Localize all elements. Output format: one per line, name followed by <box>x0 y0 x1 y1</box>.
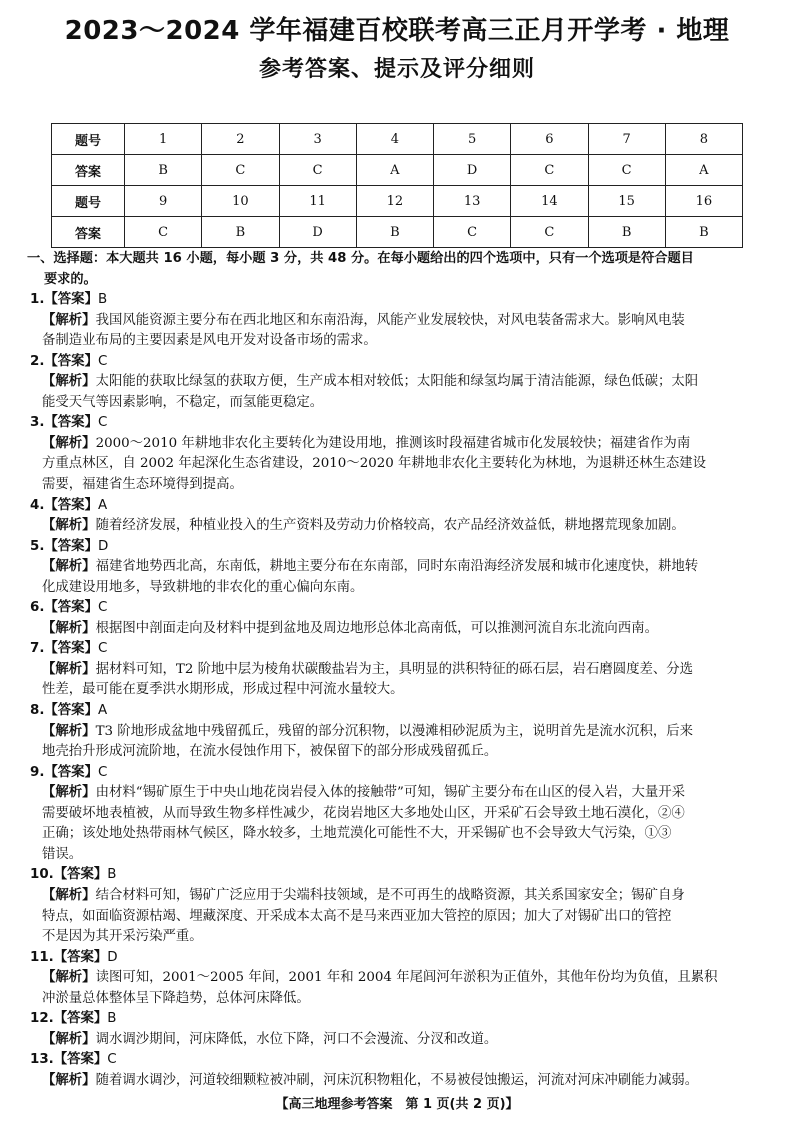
analysis-text: 性差，最可能在夏季洪水期形成，形成过程中河流水量较大。 <box>42 682 404 698</box>
analysis-label: 【解析】 <box>42 970 96 986</box>
page-footer: 【高三地理参考答案 第 1 页(共 2 页)】 <box>275 1097 519 1112</box>
answer-value: B <box>97 292 108 308</box>
analysis-label: 【解析】 <box>42 559 96 575</box>
cell-question-number: 4 <box>356 124 433 155</box>
table-row-answers-2 <box>52 217 743 248</box>
explanation-item <box>30 865 768 947</box>
answer-value: C <box>97 641 108 657</box>
cell-answer: B <box>588 217 665 248</box>
table-row-answers-1 <box>52 155 743 186</box>
analysis-line <box>30 619 768 640</box>
answer-line <box>30 496 768 517</box>
answer-line <box>30 639 768 660</box>
explanation-item <box>30 598 768 639</box>
answer-line <box>30 598 768 619</box>
question-number: 9. <box>30 764 45 780</box>
explanation-list <box>30 290 768 1091</box>
analysis-line <box>30 907 768 928</box>
answer-line <box>30 701 768 722</box>
question-number: 4. <box>30 497 45 513</box>
table-row-question-numbers-2 <box>52 186 743 217</box>
analysis-label: 【解析】 <box>42 374 96 390</box>
question-number: 7. <box>30 641 45 657</box>
analysis-line <box>30 989 768 1010</box>
answer-line <box>30 1009 768 1030</box>
explanation-item <box>30 290 768 352</box>
question-number: 6. <box>30 600 45 616</box>
answer-value: D <box>97 538 109 554</box>
question-number: 11. <box>30 949 54 965</box>
answer-label: 【答案】 <box>53 867 108 883</box>
row-label-question: 题号 <box>52 124 125 155</box>
cell-answer: C <box>511 155 588 186</box>
row-label-answer: 答案 <box>52 155 125 186</box>
cell-answer: B <box>665 217 742 248</box>
answer-explanations <box>27 249 768 1091</box>
question-number: 13. <box>30 1052 54 1068</box>
explanation-item <box>30 352 768 414</box>
answer-value: B <box>107 867 117 883</box>
analysis-line <box>30 557 768 578</box>
analysis-line <box>30 680 768 701</box>
page-subtitle: 参考答案、提示及评分细则 <box>258 57 535 82</box>
answer-label: 【答案】 <box>44 292 98 308</box>
analysis-text: 调水调沙期间，河床降低，水位下降，河口不会漫流、分汊和改道。 <box>95 1031 498 1047</box>
cell-question-number: 9 <box>125 186 202 217</box>
answer-label: 【答案】 <box>44 600 98 616</box>
analysis-line <box>30 578 768 599</box>
analysis-text: 冲淤量总体整体呈下降趋势，总体河床降低。 <box>42 990 310 1006</box>
answer-line <box>30 948 768 969</box>
answer-label: 【答案】 <box>44 497 98 513</box>
cell-answer: B <box>125 155 202 186</box>
analysis-text: 随着经济发展，种植业投入的生产资料及劳动力价格较高，农产品经济效益低，耕地撂荒现象加剧。 <box>95 518 685 534</box>
analysis-line <box>30 1030 768 1051</box>
cell-question-number: 14 <box>511 186 588 217</box>
analysis-line <box>30 660 768 681</box>
analysis-text: 特点，如面临资源枯竭、埋藏深度、开采成本太高不是马来西亚加大管控的原因；加大了对锡矿出口的管控 <box>42 908 672 924</box>
analysis-label: 【解析】 <box>42 661 96 677</box>
cell-question-number: 12 <box>356 186 433 217</box>
cell-question-number: 1 <box>125 124 202 155</box>
cell-answer: B <box>202 217 279 248</box>
cell-answer: C <box>511 217 588 248</box>
analysis-text: 根据图中剖面走向及材料中提到盆地及周边地形总体北高南低，可以推测河流自东北流向西南。 <box>95 620 658 636</box>
cell-answer: B <box>356 217 433 248</box>
cell-question-number: 5 <box>434 124 511 155</box>
answer-value: D <box>107 949 118 965</box>
row-label-question: 题号 <box>52 186 125 217</box>
analysis-line <box>30 1071 768 1092</box>
cell-answer: C <box>125 217 202 248</box>
analysis-text: 化成建设用地多，导致耕地的非农化的重心偏向东南。 <box>42 579 364 595</box>
explanation-item <box>30 537 768 599</box>
answer-label: 【答案】 <box>44 641 98 657</box>
answer-line <box>30 537 768 558</box>
question-number: 5. <box>30 538 45 554</box>
explanation-item <box>30 763 768 866</box>
cell-answer: C <box>202 155 279 186</box>
analysis-text: 备制造业布局的主要因素是风电开发对设备市场的需求。 <box>42 333 377 349</box>
cell-answer: D <box>279 217 356 248</box>
answer-line <box>30 413 768 434</box>
analysis-line <box>30 886 768 907</box>
answer-label: 【答案】 <box>44 764 98 780</box>
analysis-line <box>30 783 768 804</box>
section-heading-continued: 要求的。 <box>44 271 97 287</box>
analysis-label: 【解析】 <box>42 620 96 636</box>
analysis-text: 正确；该处地处热带雨林气候区，降水较多，土地荒漠化可能性不大，开采锡矿也不会导致大气污染，①③ <box>42 826 672 842</box>
question-number: 3. <box>30 415 45 431</box>
analysis-text: 读图可知，2001～2005 年间，2001 年和 2004 年尾闾河年淤积为正值外，其他年份均为负值，且累积 <box>95 970 718 986</box>
answer-value: C <box>97 415 108 431</box>
analysis-text: 随着调水调沙，河道较细颗粒被冲刷，河床沉积物粗化，不易被侵蚀搬运，河流对河床冲刷能力减弱。 <box>95 1072 699 1088</box>
answer-value: C <box>97 353 108 369</box>
explanation-item <box>30 701 768 763</box>
analysis-line <box>30 454 768 475</box>
cell-question-number: 11 <box>279 186 356 217</box>
answer-value: B <box>107 1011 117 1027</box>
answer-label: 【答案】 <box>44 415 98 431</box>
analysis-line <box>30 311 768 332</box>
analysis-label: 【解析】 <box>42 723 96 739</box>
analysis-line <box>30 968 768 989</box>
cell-question-number: 2 <box>202 124 279 155</box>
answer-label: 【答案】 <box>53 1052 108 1068</box>
explanation-item <box>30 948 768 1010</box>
analysis-line <box>30 722 768 743</box>
analysis-line <box>30 475 768 496</box>
analysis-text: 我国风能资源主要分布在西北地区和东南沿海，风能产业发展较快，对风电装备需求大。影响风电装 <box>95 312 685 328</box>
answer-key-table <box>51 123 743 248</box>
analysis-line <box>30 434 768 455</box>
analysis-line <box>30 804 768 825</box>
analysis-text: 太阳能的获取比绿氢的获取方便，生产成本相对较低；太阳能和绿氢均属于清洁能源，绿色低碳；太阳 <box>95 374 699 390</box>
analysis-text: 结合材料可知，锡矿广泛应用于尖端科技领域，是不可再生的战略资源，其关系国家安全；锡矿自身 <box>95 887 685 903</box>
analysis-text: 据材料可知，T2 阶地中层为棱角状碳酸盐岩为主，具明显的洪积特征的砾石层，岩石磨圆度差、分选 <box>95 661 694 677</box>
analysis-text: 福建省地势西北高，东南低，耕地主要分布在东南部，同时东南沿海经济发展和城市化速度快，耕地转 <box>95 559 699 575</box>
cell-question-number: 10 <box>202 186 279 217</box>
analysis-label: 【解析】 <box>42 312 96 328</box>
analysis-line <box>30 742 768 763</box>
analysis-label: 【解析】 <box>42 785 96 801</box>
explanation-item <box>30 496 768 537</box>
answer-line <box>30 290 768 311</box>
cell-answer: A <box>665 155 742 186</box>
answer-label: 【答案】 <box>44 538 98 554</box>
answer-label: 【答案】 <box>53 1011 108 1027</box>
analysis-text: 能受天气等因素影响，不稳定，而氢能更稳定。 <box>42 394 324 410</box>
analysis-text: 需要破坏地表植被，从而导致生物多样性减少，花岗岩地区大多地处山区，开采矿石会导致土地石漠化，②④ <box>42 805 685 821</box>
cell-answer: C <box>434 217 511 248</box>
analysis-line <box>30 331 768 352</box>
page-title: 2023～2024 学年福建百校联考高三正月开学考 · 地理 <box>64 16 730 46</box>
analysis-text: 需要，福建省生态环境得到提高。 <box>42 477 243 493</box>
question-number: 10. <box>30 867 54 883</box>
row-label-answer: 答案 <box>52 217 125 248</box>
analysis-text: 不是因为其开采污染严重。 <box>42 929 203 945</box>
answer-value: C <box>107 1052 117 1068</box>
analysis-label: 【解析】 <box>42 435 96 451</box>
cell-question-number: 8 <box>665 124 742 155</box>
answer-label: 【答案】 <box>44 703 98 719</box>
cell-answer: D <box>434 155 511 186</box>
cell-question-number: 3 <box>279 124 356 155</box>
explanation-item <box>30 413 768 495</box>
explanation-item <box>30 1009 768 1050</box>
answer-value: A <box>97 497 108 513</box>
cell-answer: C <box>588 155 665 186</box>
analysis-label: 【解析】 <box>42 1072 96 1088</box>
answer-value: C <box>97 764 108 780</box>
analysis-text: 2000～2010 年耕地非农化主要转化为建设用地，推测该时段福建省城市化发展较快；福建省作为南 <box>95 435 691 451</box>
analysis-line <box>30 845 768 866</box>
question-number: 12. <box>30 1011 54 1027</box>
cell-question-number: 15 <box>588 186 665 217</box>
analysis-line <box>30 393 768 414</box>
question-number: 8. <box>30 703 45 719</box>
analysis-text: 方重点林区，自 2002 年起深化生态省建设，2010～2020 年耕地非农化主要转化为林地，为退耕还林生态建设 <box>42 456 707 472</box>
table-row-question-numbers-1 <box>52 124 743 155</box>
explanation-item <box>30 1050 768 1091</box>
answer-line <box>30 352 768 373</box>
cell-question-number: 7 <box>588 124 665 155</box>
analysis-text: 由材料“锡矿原生于中央山地花岗岩侵入体的接触带”可知，锡矿主要分布在山区的侵入岩，大量开采 <box>95 785 686 801</box>
cell-question-number: 13 <box>434 186 511 217</box>
cell-answer: C <box>279 155 356 186</box>
cell-question-number: 16 <box>665 186 742 217</box>
analysis-text: T3 阶地形成盆地中残留孤丘，残留的部分沉积物，以漫滩相砂泥质为主，说明首先是流水沉积，后来 <box>95 723 694 739</box>
answer-label: 【答案】 <box>53 949 108 965</box>
analysis-label: 【解析】 <box>42 518 96 534</box>
answer-line <box>30 1050 768 1071</box>
analysis-label: 【解析】 <box>42 1031 96 1047</box>
cell-answer: A <box>356 155 433 186</box>
answer-value: A <box>97 703 108 719</box>
answer-line <box>30 763 768 784</box>
analysis-line <box>30 824 768 845</box>
analysis-text: 错误。 <box>42 846 83 862</box>
question-number: 2. <box>30 353 45 369</box>
analysis-label: 【解析】 <box>42 887 96 903</box>
answer-label: 【答案】 <box>44 353 98 369</box>
answer-value: C <box>97 600 108 616</box>
section-heading: 一、选择题：本大题共 16 小题，每小题 3 分，共 48 分。在每小题给出的四个选项中，只有一个选项是符合题目 <box>27 251 694 266</box>
explanation-item <box>30 639 768 701</box>
question-number: 1. <box>30 292 45 308</box>
analysis-line <box>30 372 768 393</box>
answer-line <box>30 865 768 886</box>
analysis-text: 地壳抬升形成河流阶地，在流水侵蚀作用下，被保留下的部分形成残留孤丘。 <box>42 744 498 760</box>
analysis-line <box>30 516 768 537</box>
cell-question-number: 6 <box>511 124 588 155</box>
analysis-line <box>30 927 768 948</box>
